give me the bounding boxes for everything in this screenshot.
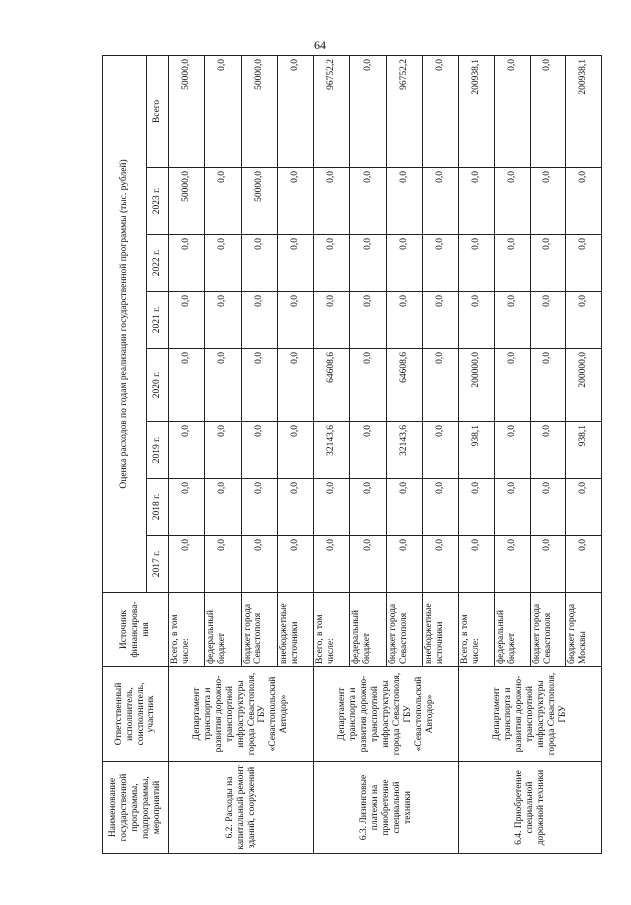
value-cell: 0,0 xyxy=(495,235,531,292)
total-cell: 200938,1 xyxy=(566,55,602,167)
value-cell: 0,0 xyxy=(423,349,459,422)
value-cell: 64608,6 xyxy=(314,349,350,422)
header-estimate: Оценка расходов по годам реализации государственной программы (тыс. рублей) xyxy=(103,55,147,592)
value-cell: 0,0 xyxy=(314,292,350,349)
value-cell: 938,1 xyxy=(566,422,602,479)
value-cell: 0,0 xyxy=(241,422,277,479)
value-cell: 50000,0 xyxy=(169,168,205,235)
header-total: Всего xyxy=(147,55,169,167)
total-cell: 0,0 xyxy=(350,55,386,167)
value-cell: 0,0 xyxy=(350,536,386,593)
value-cell: 0,0 xyxy=(277,536,313,593)
header-year: 2022 г. xyxy=(147,235,169,292)
value-cell: 0,0 xyxy=(169,422,205,479)
value-cell: 0,0 xyxy=(495,168,531,235)
funding-source: внебюджетные источники xyxy=(423,593,459,667)
total-cell: 50000,0 xyxy=(169,55,205,167)
funding-source: федеральный бюджет xyxy=(350,593,386,667)
header-year: 2020 г. xyxy=(147,349,169,422)
value-cell: 0,0 xyxy=(350,235,386,292)
value-cell: 0,0 xyxy=(314,235,350,292)
funding-source: Всего, в том числе: xyxy=(169,593,205,667)
total-cell: 0,0 xyxy=(205,55,241,167)
value-cell: 0,0 xyxy=(205,422,241,479)
total-cell: 96752,2 xyxy=(386,55,422,167)
value-cell: 0,0 xyxy=(169,536,205,593)
total-cell: 96752,2 xyxy=(314,55,350,167)
value-cell: 0,0 xyxy=(205,292,241,349)
rotated-table-frame xyxy=(102,56,602,854)
value-cell: 0,0 xyxy=(277,235,313,292)
value-cell: 0,0 xyxy=(495,536,531,593)
value-cell: 0,0 xyxy=(423,422,459,479)
value-cell: 32143,6 xyxy=(386,422,422,479)
value-cell: 0,0 xyxy=(241,479,277,536)
header-year: 2021 г. xyxy=(147,292,169,349)
funding-source: Всего, в том числе: xyxy=(314,593,350,667)
value-cell: 0,0 xyxy=(495,292,531,349)
value-cell: 0,0 xyxy=(423,235,459,292)
header-year: 2019 г. xyxy=(147,422,169,479)
funding-source: бюджет города Севастополя xyxy=(386,593,422,667)
value-cell: 0,0 xyxy=(495,422,531,479)
responsible-executor: Департамент транспорта и развития дорожно-транспортной инфраструктуры города Севастополя, ГБУ «Севастопольский Автодор» xyxy=(169,667,314,762)
value-cell: 0,0 xyxy=(241,536,277,593)
value-cell: 0,0 xyxy=(350,479,386,536)
value-cell: 0,0 xyxy=(386,292,422,349)
table-row xyxy=(314,55,350,853)
value-cell: 0,0 xyxy=(277,422,313,479)
total-cell: 0,0 xyxy=(530,55,566,167)
value-cell: 0,0 xyxy=(566,235,602,292)
measure-name: 6.3. Лизинговые платежи на приобретение специальной техники xyxy=(314,762,459,854)
header-year: 2023 г. xyxy=(147,168,169,235)
funding-source: бюджет города Москвы xyxy=(566,593,602,667)
value-cell: 0,0 xyxy=(423,168,459,235)
value-cell: 0,0 xyxy=(423,536,459,593)
value-cell: 0,0 xyxy=(205,168,241,235)
value-cell: 0,0 xyxy=(205,536,241,593)
value-cell: 0,0 xyxy=(386,536,422,593)
total-cell: 50000,0 xyxy=(241,55,277,167)
budget-table xyxy=(102,55,602,854)
value-cell: 0,0 xyxy=(314,536,350,593)
value-cell: 0,0 xyxy=(277,349,313,422)
header-responsible: Ответственный исполнитель, соисполнитель, участник xyxy=(103,667,169,762)
value-cell: 0,0 xyxy=(459,536,495,593)
value-cell: 0,0 xyxy=(241,292,277,349)
value-cell: 0,0 xyxy=(530,292,566,349)
value-cell: 0,0 xyxy=(530,479,566,536)
value-cell: 0,0 xyxy=(530,536,566,593)
value-cell: 64608,6 xyxy=(386,349,422,422)
value-cell: 938,1 xyxy=(459,422,495,479)
header-name: Наименование государственной программы, подпрограммы, мероприятий xyxy=(103,762,169,854)
table-row xyxy=(169,55,205,853)
value-cell: 0,0 xyxy=(386,479,422,536)
value-cell: 0,0 xyxy=(350,422,386,479)
value-cell: 0,0 xyxy=(459,168,495,235)
value-cell: 0,0 xyxy=(530,168,566,235)
value-cell: 0,0 xyxy=(241,235,277,292)
responsible-executor: Департамент транспорта и развития дорожно-транспортной инфраструктуры города Севастополя, ГБУ xyxy=(459,667,602,762)
value-cell: 0,0 xyxy=(169,235,205,292)
value-cell: 32143,6 xyxy=(314,422,350,479)
value-cell: 0,0 xyxy=(277,168,313,235)
funding-source: бюджет города Севастополя xyxy=(241,593,277,667)
value-cell: 0,0 xyxy=(277,479,313,536)
value-cell: 0,0 xyxy=(459,479,495,536)
value-cell: 0,0 xyxy=(205,479,241,536)
total-cell: 0,0 xyxy=(495,55,531,167)
header-year: 2018 г. xyxy=(147,479,169,536)
funding-source: бюджет города Севастополя xyxy=(530,593,566,667)
total-cell: 200938,1 xyxy=(459,55,495,167)
value-cell: 0,0 xyxy=(241,349,277,422)
value-cell: 0,0 xyxy=(205,235,241,292)
value-cell: 0,0 xyxy=(386,235,422,292)
header-source: Источник финансирова-ния xyxy=(103,593,169,667)
total-cell: 0,0 xyxy=(423,55,459,167)
funding-source: внебюджетные источники xyxy=(277,593,313,667)
value-cell: 0,0 xyxy=(459,292,495,349)
value-cell: 0,0 xyxy=(459,235,495,292)
value-cell: 0,0 xyxy=(423,292,459,349)
value-cell: 0,0 xyxy=(350,292,386,349)
header-year: 2017 г. xyxy=(147,536,169,593)
value-cell: 0,0 xyxy=(205,349,241,422)
table-row xyxy=(459,55,495,853)
value-cell: 50000,0 xyxy=(241,168,277,235)
value-cell: 0,0 xyxy=(530,235,566,292)
measure-name: 6.2. Расходы на капитальный ремонт зданий, сооружений xyxy=(169,762,314,854)
value-cell: 0,0 xyxy=(350,168,386,235)
value-cell: 0,0 xyxy=(566,479,602,536)
value-cell: 0,0 xyxy=(566,168,602,235)
value-cell: 0,0 xyxy=(169,349,205,422)
header-row-1 xyxy=(103,55,147,853)
funding-source: федеральный бюджет xyxy=(495,593,531,667)
value-cell: 0,0 xyxy=(495,479,531,536)
rotated-table-container xyxy=(102,56,602,854)
value-cell: 0,0 xyxy=(530,422,566,479)
value-cell: 0,0 xyxy=(566,536,602,593)
value-cell: 0,0 xyxy=(350,349,386,422)
measure-name: 6.4. Приобретение специальной дорожной техники xyxy=(459,762,602,854)
value-cell: 0,0 xyxy=(314,479,350,536)
page-number: 64 xyxy=(314,38,326,52)
funding-source: федеральный бюджет xyxy=(205,593,241,667)
value-cell: 0,0 xyxy=(169,292,205,349)
value-cell: 0,0 xyxy=(423,479,459,536)
value-cell: 0,0 xyxy=(277,292,313,349)
total-cell: 0,0 xyxy=(277,55,313,167)
value-cell: 0,0 xyxy=(495,349,531,422)
responsible-executor: Департамент транспорта и развития дорожно-транспортной инфраструктуры города Севастополя, ГБУ «Севастопольский Автодор» xyxy=(314,667,459,762)
value-cell: 0,0 xyxy=(314,168,350,235)
value-cell: 0,0 xyxy=(169,479,205,536)
value-cell: 0,0 xyxy=(386,168,422,235)
value-cell: 200000,0 xyxy=(566,349,602,422)
funding-source: Всего, в том числе: xyxy=(459,593,495,667)
value-cell: 0,0 xyxy=(566,292,602,349)
value-cell: 0,0 xyxy=(530,349,566,422)
value-cell: 200000,0 xyxy=(459,349,495,422)
